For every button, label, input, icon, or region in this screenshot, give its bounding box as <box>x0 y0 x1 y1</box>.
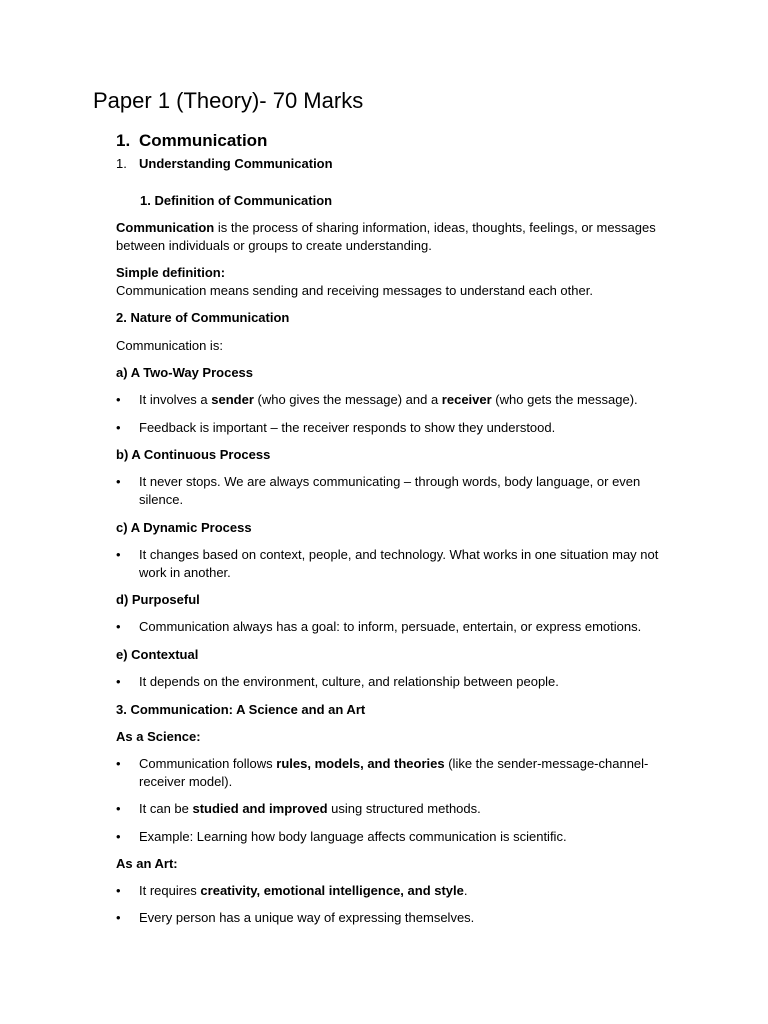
subsection-two-way-heading: a) A Two-Way Process <box>116 365 254 380</box>
bullet-icon: • <box>116 801 121 816</box>
subsection-contextual-heading: e) Contextual <box>116 647 199 662</box>
definition-paragraph <box>116 219 656 255</box>
simple-definition-label: Simple definition: <box>116 265 226 280</box>
bullet-icon: • <box>116 392 121 407</box>
subheading-understanding <box>116 156 333 171</box>
section-nature-heading: 2. Nature of Communication <box>116 310 290 325</box>
subsection-purposeful-heading: d) Purposeful <box>116 592 200 607</box>
bullet-icon: • <box>116 910 121 925</box>
definition-term: Communication <box>116 220 215 235</box>
simple-definition-text: Communication means sending and receiving messages to understand each other. <box>116 283 593 298</box>
section-definition-heading: 1. Definition of Communication <box>140 193 333 208</box>
heading-text: Communication <box>139 131 268 150</box>
bullet-icon: • <box>116 829 121 844</box>
subheading-text: Understanding Communication <box>139 156 333 171</box>
definition-text-line1: is the process of sharing information, ideas, thoughts, feelings, or messages <box>214 220 656 235</box>
heading-communication <box>116 131 267 151</box>
bullet-icon: • <box>116 420 121 435</box>
heading-number: 1. <box>116 131 131 150</box>
subsection-dynamic-heading: c) A Dynamic Process <box>116 520 252 535</box>
document-page: Paper 1 (Theory)- 70 Marks 1. Communication 1. Understanding Communication 1. Definition of Communication Communication is the process of sharing information, ideas, thoughts, feelings, or messages between individuals or groups to create understanding. Simple definition: Communication means sending and receiving messages to understand each other. 2. Nature of Communication Communication is: a) A Two-Way Process • It involves a sender (who gives the message) and a receiver (who gets the message). • Feedback is important – the receiver responds to show they understood. b) A Continuous Process • It never stops. We are always communicating – through words, body language, or even silence. c) A Dynamic Process • It changes based on context, people, and technology. What works in one situation may not work in another. d) Purposeful • Communication always has a goal: to inform, persuade, entertain, or express emotions. e) Contextual • It depends on the environment, culture, and relationship between people. 3. Communication: A Science and an Art As a Science: • Communication follows rules, models, and theories (like the sender-message-channel- receiver model). • It can be studied and improved using structured methods. • Example: Learning how body language affects communication is scientific. As an Art: • It requires creativity, emotional intelligence, and style. • Every person has a unique way of expressing themselves. <box>93 88 659 925</box>
simple-definition <box>116 264 593 300</box>
nature-intro: Communication is: <box>116 338 223 353</box>
bullet-icon: • <box>116 756 121 771</box>
bullet-icon: • <box>116 619 121 634</box>
subheading-number: 1. <box>116 156 127 171</box>
bullet-icon: • <box>116 547 121 562</box>
bullet-icon: • <box>116 883 121 898</box>
bullet-icon: • <box>116 474 121 489</box>
page-title: Paper 1 (Theory)- 70 Marks <box>93 88 364 113</box>
subsection-continuous-heading: b) A Continuous Process <box>116 447 271 462</box>
definition-text-line2: between individuals or groups to create understanding. <box>116 238 432 253</box>
bullet-icon: • <box>116 674 121 689</box>
as-art-heading: As an Art: <box>116 856 178 871</box>
section-science-art-heading: 3. Communication: A Science and an Art <box>116 702 366 717</box>
as-science-heading: As a Science: <box>116 729 201 744</box>
